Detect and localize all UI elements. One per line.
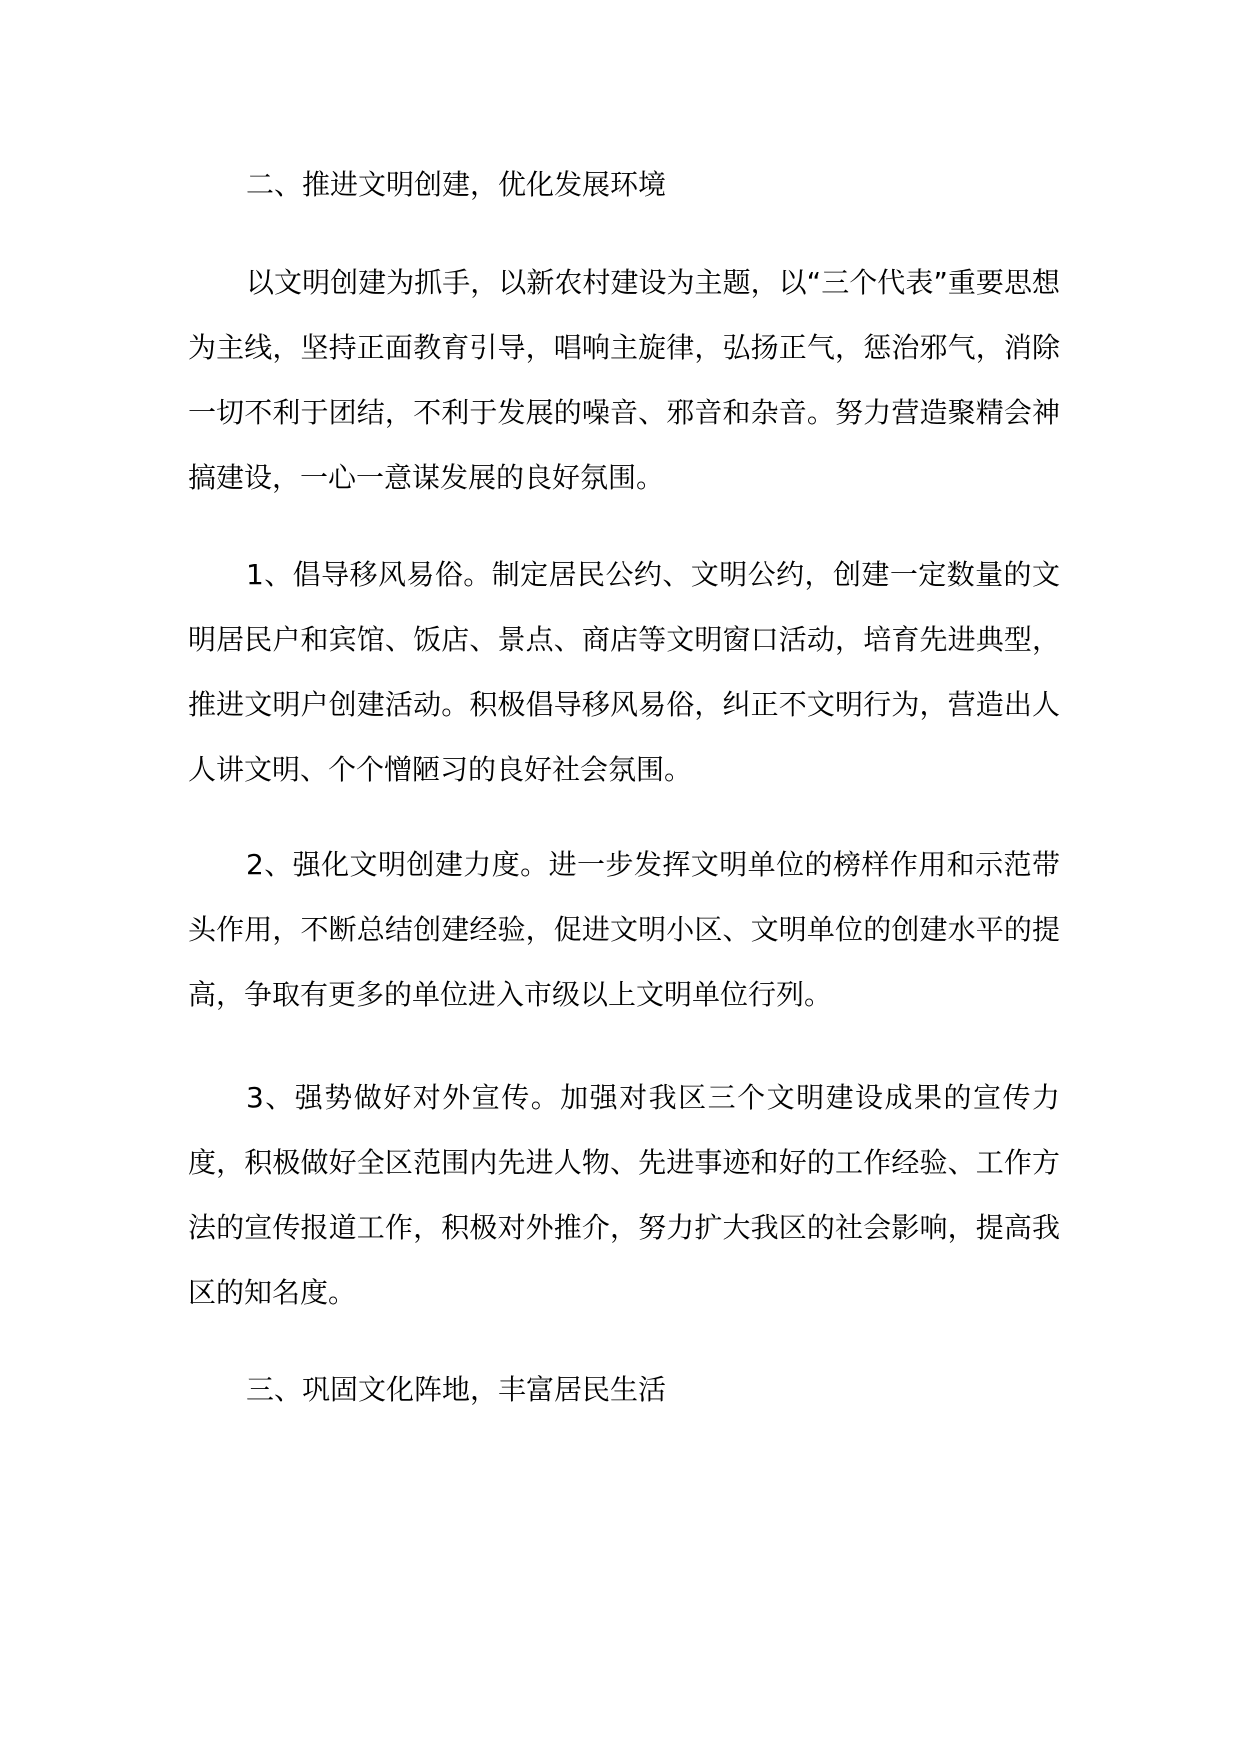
section-heading-2: 二、推进文明创建，优化发展环境: [246, 168, 667, 201]
item-3-paragraph: 3、强势做好对外宣传。加强对我区三个文明建设成果的宣传力度，积极做好全区范围内先进人物、先进事迹和好的工作经验、工作方法的宣传报道工作，积极对外推介，努力扩大我区的社会影响，提高我区的知名度。: [188, 1081, 1060, 1309]
item-1-paragraph: 1、倡导移风易俗。制定居民公约、文明公约，创建一定数量的文明居民户和宾馆、饭店、景点、商店等文明窗口活动，培育先进典型，推进文明户创建活动。积极倡导移风易俗，纠正不文明行为，营造出人人讲文明、个个憎陋习的良好社会氛围。: [188, 558, 1060, 786]
intro-paragraph: 以文明创建为抓手，以新农村建设为主题，以“三个代表”重要思想为主线，坚持正面教育引导，唱响主旋律，弘扬正气，惩治邪气，消除一切不利于团结，不利于发展的噪音、邪音和杂音。努力营造聚精会神搞建设，一心一意谋发展的良好氛围。: [188, 266, 1060, 494]
section-heading-3: 三、巩固文化阵地，丰富居民生活: [246, 1373, 667, 1406]
item-2-paragraph: 2、强化文明创建力度。进一步发挥文明单位的榜样作用和示范带头作用，不断总结创建经验，促进文明小区、文明单位的创建水平的提高，争取有更多的单位进入市级以上文明单位行列。: [188, 848, 1060, 1011]
